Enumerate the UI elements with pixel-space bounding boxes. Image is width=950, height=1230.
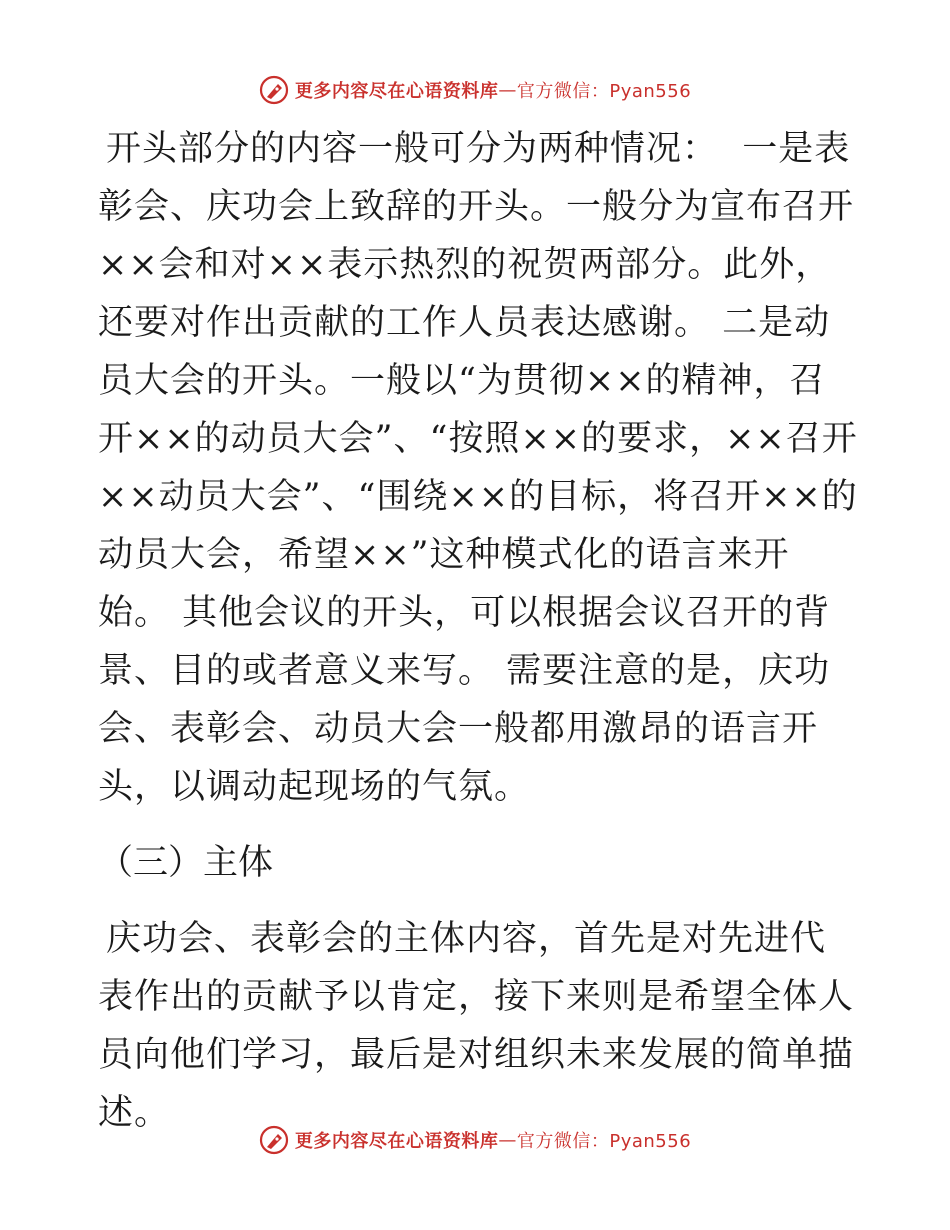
watermark-separator: — [498, 79, 517, 101]
section-heading-main-body: （三）主体 [98, 843, 274, 883]
watermark-brand-text: 更多内容尽在心语资料库 [294, 81, 499, 102]
body-paragraph-main: 庆功会、表彰会的主体内容，首先是对先进代表作出的贡献予以肯定，接下来则是希望全体人员向他们学习，最后是对组织未来发展的简单描述。 [98, 919, 855, 1133]
footer-watermark [0, 1120, 950, 1160]
watermark-contact-text: 官方微信：Pyan556 [516, 1131, 692, 1152]
watermark-brand-text: 更多内容尽在心语资料库 [294, 1131, 499, 1152]
body-paragraph-opening: 开头部分的内容一般可分为两种情况： 一是表彰会、庆功会上致辞的开头。一般分为宣布召开××会和对××表示热烈的祝贺两部分。此外，还要对作出贡献的工作人员表达感谢。 二是动员大会的开头。一般以“为贯彻××的精神，召开××的动员大会”、“按照××的要求，××召开××动员大会”、“围绕××的目标，将召开××的动员大会，希望××”这种模式化的语言来开始。 其他会议的开头，可以根据会议召开的背景、目的或者意义来写。 需要注意的是，庆功会、表彰会、动员大会一般都用激昂的语言开头，以调动起现场的气氛。 [98, 129, 858, 807]
watermark-separator: — [498, 1129, 517, 1151]
header-watermark [0, 70, 950, 110]
pen-nib-logo-icon [259, 1125, 289, 1155]
document-body [98, 120, 858, 1142]
pen-nib-logo-icon [259, 75, 289, 105]
watermark-contact-text: 官方微信：Pyan556 [516, 81, 692, 102]
